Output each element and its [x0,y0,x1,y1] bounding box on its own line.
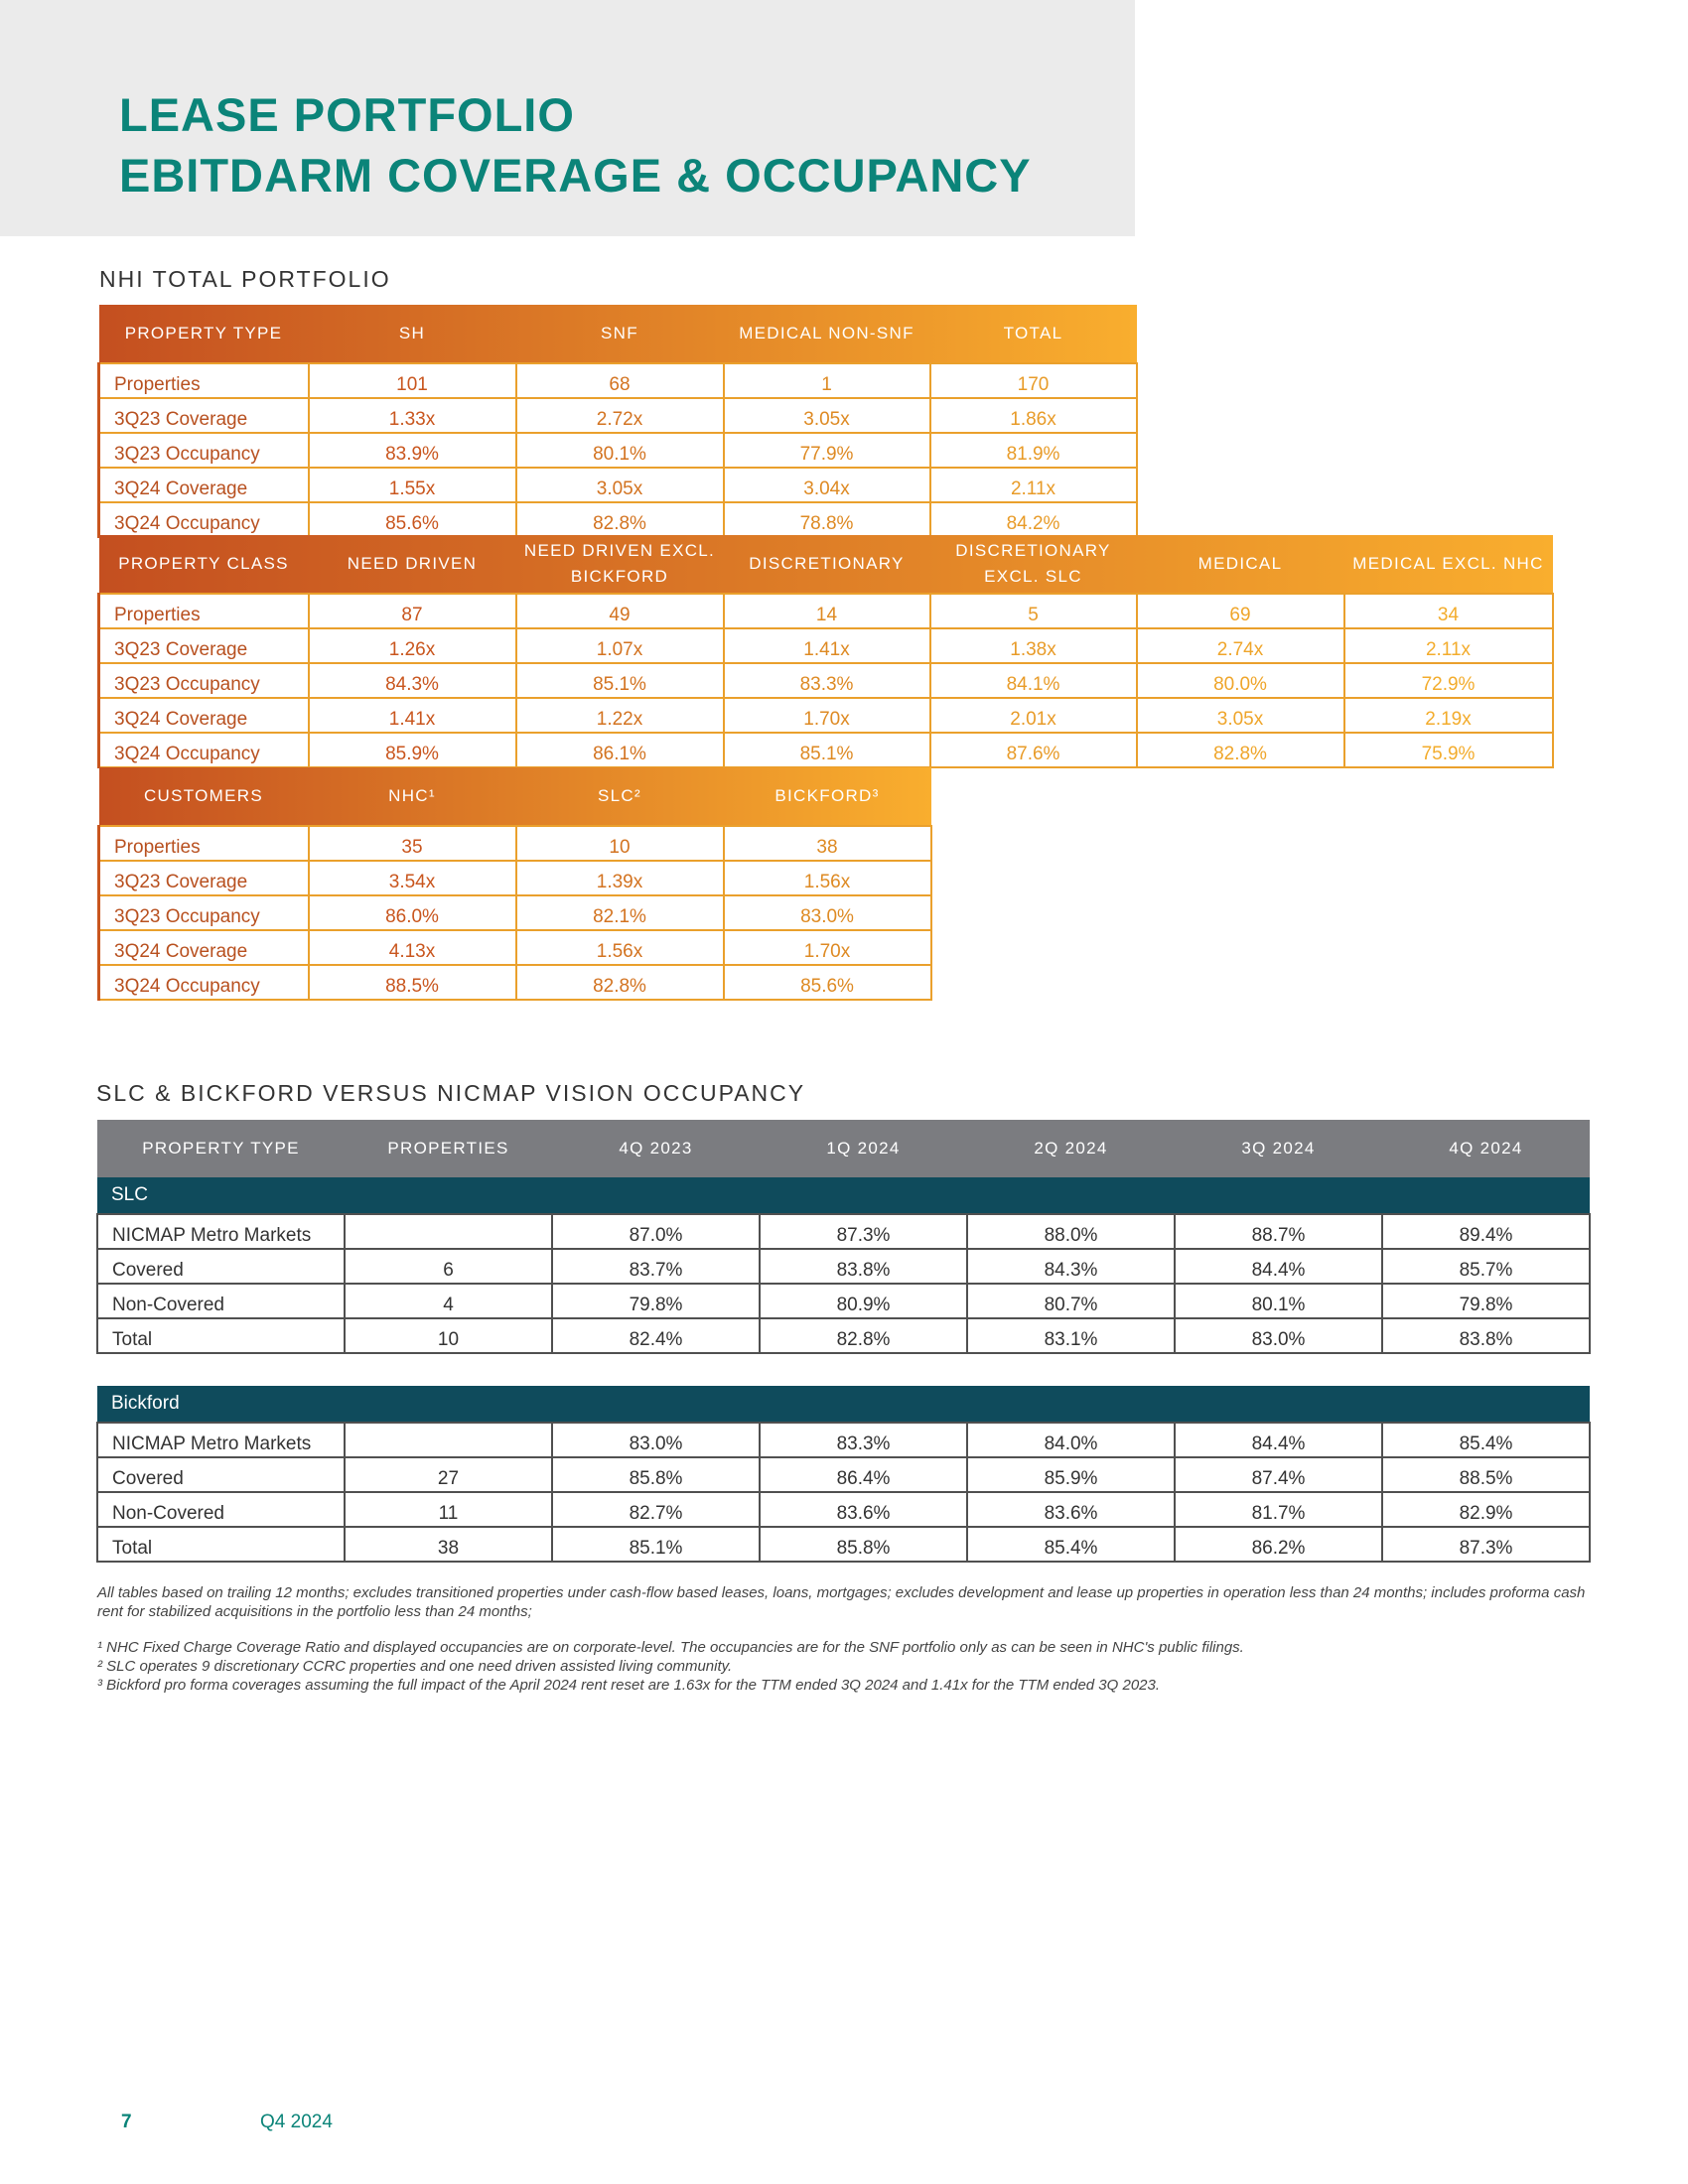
table-row [99,733,1553,767]
table-cell: 11 [345,1492,552,1527]
row-label: 3Q23 Occupancy [99,895,309,930]
table-cell: 85.4% [1382,1423,1590,1457]
row-label: Total [97,1318,345,1353]
table-row [99,663,1553,698]
table-cell: 80.7% [967,1284,1175,1318]
table-row [97,1284,1590,1318]
table-cell: 83.6% [967,1492,1175,1527]
section-label-slc: SLC [97,1177,1590,1214]
table-row [99,698,1553,733]
nicmap-col-4q2023: 4Q 2023 [552,1120,760,1177]
table-cell: 82.8% [516,502,724,537]
table-cell: 84.3% [967,1249,1175,1284]
nicmap-col-4q2024: 4Q 2024 [1382,1120,1590,1177]
table-cell: 77.9% [724,433,930,468]
table-cell: 84.1% [930,663,1137,698]
table-row [97,1527,1590,1562]
table-cell: 1.86x [930,398,1137,433]
table-cell: 81.7% [1175,1492,1382,1527]
table-row [97,1492,1590,1527]
table-cell: 78.8% [724,502,930,537]
table-row [99,363,1137,398]
table-cell: 88.7% [1175,1214,1382,1249]
section-row-slc [97,1177,1590,1214]
table-cell: 87.3% [760,1214,967,1249]
row-label: Total [97,1527,345,1562]
table-cell: 80.1% [1175,1284,1382,1318]
table-cell: 85.1% [516,663,724,698]
col-header-total: TOTAL [1003,324,1063,342]
table-cell: 170 [930,363,1137,398]
table-cell: 4 [345,1284,552,1318]
row-label: 3Q23 Occupancy [99,663,309,698]
table-cell: 1.41x [724,628,930,663]
table-cell: 1.26x [309,628,516,663]
notes-main: All tables based on trailing 12 months; excludes transitioned properties under cash-flow based leases, loans, mortgages; excludes development and lease up properties in operation less than 24 months; includes proforma cash rent for stabilized acquisitions in the portfolio less than 24 months; [97,1584,1586,1620]
table-cell: 83.3% [724,663,930,698]
table-cell: 83.9% [309,433,516,468]
table-cell: 6 [345,1249,552,1284]
nicmap-col-2q2024: 2Q 2024 [967,1120,1175,1177]
table-cell: 3.54x [309,861,516,895]
row-label: 3Q24 Occupancy [99,502,309,537]
customers-table [97,767,932,1001]
table-cell: 2.72x [516,398,724,433]
footnotes [97,1583,1587,1695]
table-cell: 69 [1137,594,1344,628]
report-period: Q4 2024 [260,2112,333,2132]
table-cell: 85.7% [1382,1249,1590,1284]
table-cell: 84.4% [1175,1423,1382,1457]
table-cell: 1.41x [309,698,516,733]
table-cell: 1.33x [309,398,516,433]
col-header-medical: MEDICAL [1197,554,1283,573]
table-cell: 86.2% [1175,1527,1382,1562]
col-header-sh: SH [398,324,426,342]
col-header-snf: SNF [601,324,638,342]
nicmap-col-1q2024: 1Q 2024 [760,1120,967,1177]
col-header-discretionary-excl-slc: DISCRETIONARY EXCL. SLC [955,541,1111,586]
table-row [99,895,931,930]
property-class-header: PROPERTY CLASS [118,554,289,573]
table-cell: 88.5% [309,965,516,1000]
table-row [99,398,1137,433]
col-header-medical-non-snf: MEDICAL NON-SNF [739,324,914,342]
table-cell: 83.1% [967,1318,1175,1353]
row-label: NICMAP Metro Markets [97,1423,345,1457]
notes-gap [97,1621,1587,1638]
table-cell: 83.7% [552,1249,760,1284]
table-row [99,628,1553,663]
table-cell: 86.0% [309,895,516,930]
table-row [99,468,1137,502]
col-header-bickford: BICKFORD³ [774,786,880,805]
table-cell: 2.19x [1344,698,1553,733]
table-cell: 2.74x [1137,628,1344,663]
table-cell: 81.9% [930,433,1137,468]
table-cell: 14 [724,594,930,628]
table-row [99,965,931,1000]
page-title-line-1: LEASE PORTFOLIO [119,88,575,141]
row-label: 3Q24 Coverage [99,468,309,502]
table-cell: 49 [516,594,724,628]
table-cell: 80.0% [1137,663,1344,698]
customers-header: CUSTOMERS [143,786,263,805]
table-cell: 85.4% [967,1527,1175,1562]
table-cell: 1.70x [724,930,931,965]
col-header-need-driven: NEED DRIVEN [347,554,478,573]
row-label: 3Q23 Occupancy [99,433,309,468]
table-cell: 86.1% [516,733,724,767]
table-row [97,1214,1590,1249]
table-cell: 87.4% [1175,1457,1382,1492]
row-label: 3Q24 Coverage [99,930,309,965]
row-label: Covered [97,1457,345,1492]
table-cell: 84.4% [1175,1249,1382,1284]
table-cell: 85.8% [552,1457,760,1492]
row-label: Properties [99,363,309,398]
table-cell: 5 [930,594,1137,628]
table-cell: 2.11x [1344,628,1553,663]
table-cell: 82.9% [1382,1492,1590,1527]
table-row [99,826,931,861]
nhi-portfolio-heading: NHI TOTAL PORTFOLIO [99,266,391,292]
table-cell: 75.9% [1344,733,1553,767]
row-label: 3Q23 Coverage [99,398,309,433]
footnote-3: ³ Bickford pro forma coverages assuming the full impact of the April 2024 rent reset are 1.63x for the TTM ended 3Q 2024 and 1.41x for the TTM ended 3Q 2023. [97,1677,1161,1694]
table-cell: 101 [309,363,516,398]
table-row [99,502,1137,537]
table-cell: 83.8% [760,1249,967,1284]
table-row [97,1423,1590,1457]
nicmap-occupancy-table [96,1120,1591,1563]
table-cell: 2.11x [930,468,1137,502]
row-label: 3Q24 Occupancy [99,965,309,1000]
table-cell: 87.0% [552,1214,760,1249]
col-header-need-driven-excl-bickford: NEED DRIVEN EXCL. BICKFORD [523,541,716,586]
table-cell: 85.1% [552,1527,760,1562]
row-label: 3Q23 Coverage [99,861,309,895]
table-cell: 87.6% [930,733,1137,767]
table-cell [345,1214,552,1249]
table-cell: 1 [724,363,930,398]
nicmap-col-properties: PROPERTIES [345,1120,552,1177]
table-cell: 84.2% [930,502,1137,537]
table-cell: 82.8% [516,965,724,1000]
row-label: Properties [99,826,309,861]
property-type-table [97,305,1138,538]
table-cell: 3.05x [1137,698,1344,733]
table-cell: 79.8% [1382,1284,1590,1318]
table-cell: 34 [1344,594,1553,628]
table-cell: 3.05x [516,468,724,502]
table-row [97,1318,1590,1353]
table-cell: 1.56x [724,861,931,895]
table-cell: 1.55x [309,468,516,502]
nicmap-col-property-type: PROPERTY TYPE [97,1120,345,1177]
table-row [97,1457,1590,1492]
table-cell: 89.4% [1382,1214,1590,1249]
table-row [99,930,931,965]
property-class-table [97,535,1554,768]
table-cell: 35 [309,826,516,861]
table-cell: 1.22x [516,698,724,733]
table-cell: 38 [345,1527,552,1562]
table-cell: 85.9% [309,733,516,767]
row-label: Non-Covered [97,1492,345,1527]
table-cell: 86.4% [760,1457,967,1492]
table-cell: 2.01x [930,698,1137,733]
section-label-bickford: Bickford [97,1386,1590,1423]
table-cell: 10 [516,826,724,861]
table-cell: 79.8% [552,1284,760,1318]
table-cell: 10 [345,1318,552,1353]
row-label: Covered [97,1249,345,1284]
table-cell: 3.05x [724,398,930,433]
table-cell: 82.4% [552,1318,760,1353]
col-header-discretionary: DISCRETIONARY [749,554,905,573]
row-label: NICMAP Metro Markets [97,1214,345,1249]
table-cell: 83.3% [760,1423,967,1457]
table-row [99,433,1137,468]
row-label: 3Q24 Occupancy [99,733,309,767]
table-cell: 4.13x [309,930,516,965]
row-label: Properties [99,594,309,628]
table-cell [345,1423,552,1457]
table-cell: 85.1% [724,733,930,767]
table-cell: 85.9% [967,1457,1175,1492]
table-row [97,1249,1590,1284]
col-header-medical-excl-nhc: MEDICAL EXCL. NHC [1352,554,1544,573]
table-cell: 1.39x [516,861,724,895]
table-cell: 85.6% [309,502,516,537]
table-cell: 83.0% [1175,1318,1382,1353]
table-cell: 87.3% [1382,1527,1590,1562]
spacer-row [97,1353,1590,1386]
col-header-nhc: NHC¹ [388,786,436,805]
table-cell: 88.5% [1382,1457,1590,1492]
table-cell: 38 [724,826,931,861]
table-cell: 27 [345,1457,552,1492]
page-number: 7 [121,2112,132,2132]
table-cell: 82.8% [760,1318,967,1353]
table-cell: 83.0% [724,895,931,930]
table-cell: 82.8% [1137,733,1344,767]
section-row-bickford [97,1386,1590,1423]
table-cell: 1.56x [516,930,724,965]
page-title-line-2: EBITDARM COVERAGE & OCCUPANCY [119,149,1032,202]
table-row [99,861,931,895]
table-cell: 68 [516,363,724,398]
table-cell: 80.9% [760,1284,967,1318]
table-cell: 87 [309,594,516,628]
table-cell: 72.9% [1344,663,1553,698]
footnote-2: ² SLC operates 9 discretionary CCRC properties and one need driven assisted living community. [97,1658,733,1675]
table-cell: 83.0% [552,1423,760,1457]
table-cell: 1.07x [516,628,724,663]
row-label: Non-Covered [97,1284,345,1318]
table-cell: 82.1% [516,895,724,930]
table-cell: 83.6% [760,1492,967,1527]
table-cell: 80.1% [516,433,724,468]
row-label: 3Q24 Coverage [99,698,309,733]
table-cell: 3.04x [724,468,930,502]
table-cell: 84.0% [967,1423,1175,1457]
table-cell: 83.8% [1382,1318,1590,1353]
table-cell: 1.70x [724,698,930,733]
table-cell: 82.7% [552,1492,760,1527]
nicmap-heading: SLC & BICKFORD VERSUS NICMAP VISION OCCUPANCY [96,1080,806,1106]
table-row [99,594,1553,628]
table-cell: 1.38x [930,628,1137,663]
property-type-header: PROPERTY TYPE [124,324,283,342]
table-cell: 84.3% [309,663,516,698]
nicmap-col-3q2024: 3Q 2024 [1175,1120,1382,1177]
table-cell: 85.8% [760,1527,967,1562]
table-cell: 85.6% [724,965,931,1000]
col-header-slc: SLC² [598,786,641,805]
spacer-cell [97,1353,1590,1386]
row-label: 3Q23 Coverage [99,628,309,663]
table-cell: 88.0% [967,1214,1175,1249]
footnote-1: ¹ NHC Fixed Charge Coverage Ratio and displayed occupancies are on corporate-level. The occupancies are for the SNF portfolio only as can be seen in NHC's public filings. [97,1639,1244,1656]
